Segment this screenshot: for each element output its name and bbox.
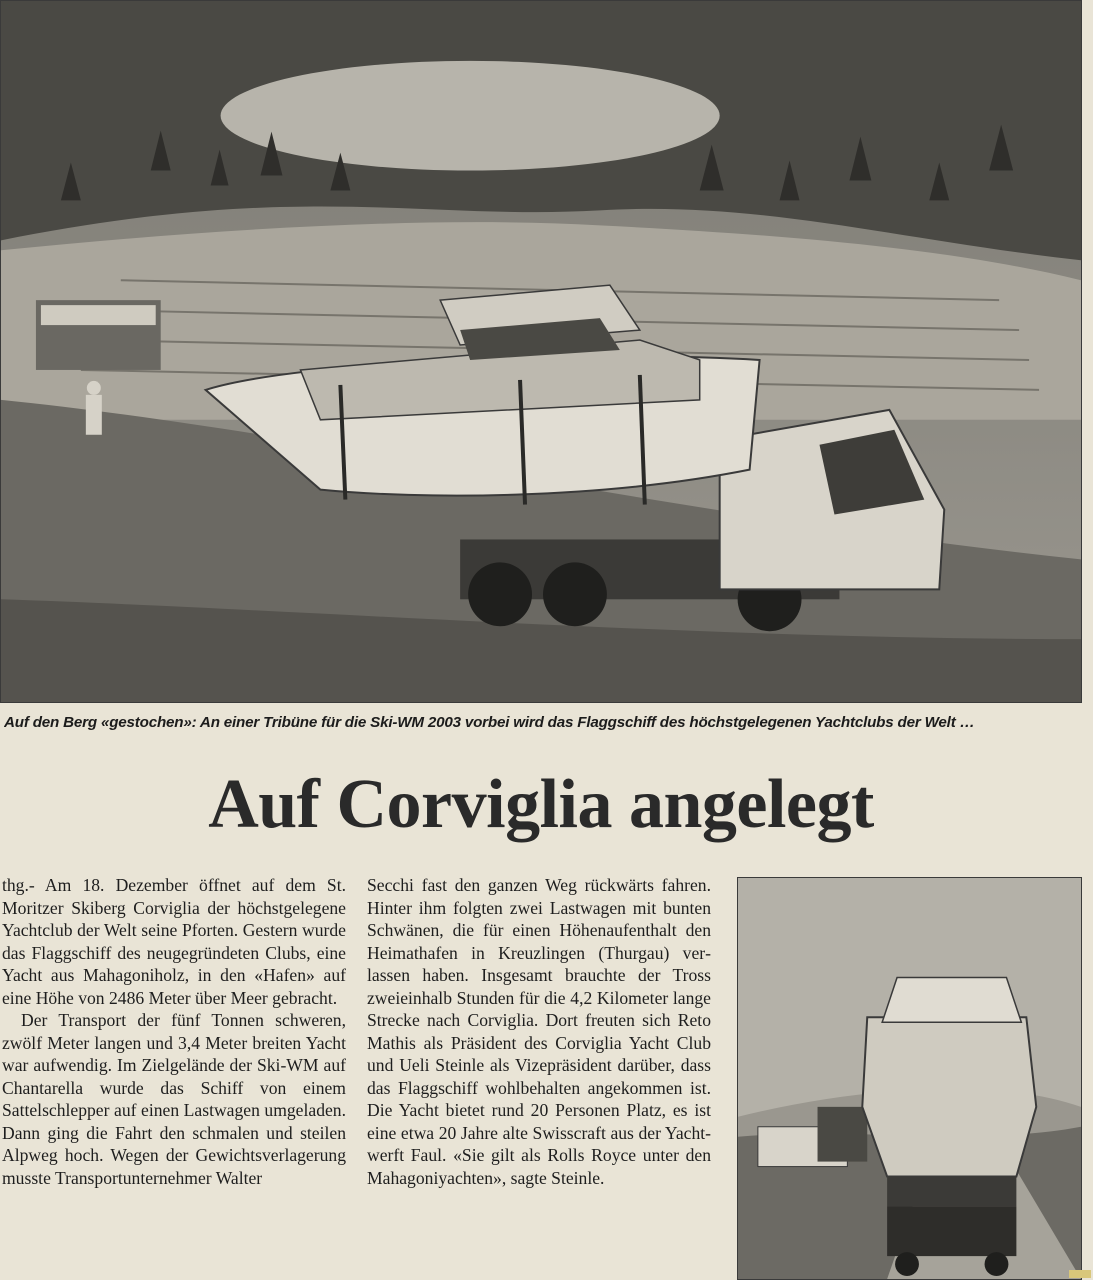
headline: Auf Corviglia angelegt	[208, 766, 874, 843]
article-paragraph: Secchi fast den ganzen Weg rückwärts fahren. Hinter ihm folgten zwei Lastwagen mit bunten Schwänen, die für einen Höhenaufenthalt den Heimathafen in Kreuzlingen (Thurgau) verlassen haben. Insgesamt brauchte der Tross zweieinhalb Stunden für die 4,2 Kilometer lange Strecke nach Corviglia. Dort freuten sich Reto Mathis als Präsident des Corviglia Yacht Club und Ueli Steinle als Vizepräsident darüber, dass das Flaggschiff wohlbehalten angekommen ist. Die Yacht bietet rund 20 Personen Platz, es ist eine etwa 20 Jahre alte Swisscraft aus der Yachtwerft Faul. «Sie gilt als Rolls Royce unter den Mahagoniyachten», sagte Steinle.	[367, 875, 711, 1188]
yacht-truck-photo	[1, 1, 1081, 702]
article-paragraph: thg.- Am 18. Dezember öffnet auf dem St. Moritzer Skiberg Corviglia der höchstgelegene Yachtclub der Welt seine Pforten. Gestern wurde das Flaggschiff des neugegründeten Clubs, eine Yacht aus Mahagoniholz, in den «Hafen» auf eine Höhe von 2486 Meter über Meer gebracht.	[2, 875, 346, 1008]
side-photo	[737, 877, 1082, 1280]
yacht-rear-photo	[738, 878, 1081, 1279]
article-column-2	[367, 874, 711, 1189]
article-column-1	[2, 874, 346, 1189]
corner-mark	[1069, 1270, 1091, 1278]
photo-caption: Auf den Berg «gestochen»: An einer Tribüne für die Ski-WM 2003 vorbei wird das Flaggschiff des höchstgelegenen Yachtclubs der Welt …	[4, 714, 975, 731]
article-paragraph: Der Transport der fünf Tonnen schweren, zwölf Meter langen und 3,4 Meter breiten Yacht war aufwendig. Im Zielgelände der Ski-WM auf Chantarella wurde das Schiff von einem Sattelschlepper auf einen Lastwagen umgeladen. Dann ging die Fahrt den schmalen und steilen Alpweg hoch. Wegen der Gewichtsverlagerung musste Transportunternehmer Walter	[2, 1010, 346, 1188]
